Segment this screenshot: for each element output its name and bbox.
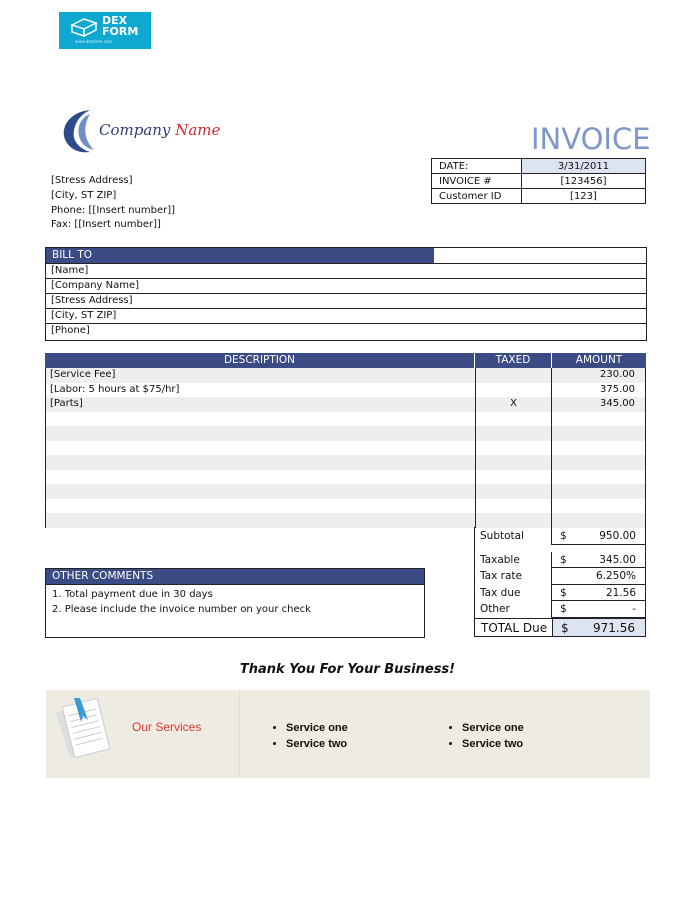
totals-value: 21.56: [605, 587, 636, 599]
item-amount[interactable]: [551, 455, 645, 470]
items-header: [45, 353, 646, 368]
totals-value: 971.56: [593, 621, 635, 635]
totals-label: Tax due: [480, 587, 521, 599]
company-name: Company Name: [99, 121, 221, 139]
totals-row: [474, 527, 646, 545]
totals-label: Taxable: [480, 554, 520, 566]
customer-id-label: Customer ID: [432, 189, 522, 204]
bill-to-header: BILL TO: [46, 248, 434, 263]
item-row: [46, 368, 645, 383]
item-amount[interactable]: 230.00: [551, 368, 645, 383]
comment-line[interactable]: 1. Total payment due in 30 days: [52, 589, 213, 600]
thank-you-message: Thank You For Your Business!: [239, 662, 456, 677]
totals-table: [474, 527, 646, 637]
service-item: • Service one: [462, 720, 524, 736]
items-table: [45, 368, 646, 528]
totals-label: TOTAL Due: [481, 621, 548, 635]
item-row: [46, 412, 645, 427]
item-taxed[interactable]: [475, 412, 551, 427]
document-icon: [54, 692, 114, 768]
item-taxed[interactable]: [475, 484, 551, 499]
totals-value: -: [632, 603, 636, 615]
item-row: [46, 455, 645, 470]
item-description[interactable]: [Labor: 5 hours at $75/hr]: [50, 383, 180, 395]
other-comments-box: [45, 568, 425, 638]
item-row: [46, 397, 645, 412]
taxed-header: TAXED: [474, 353, 551, 368]
item-amount[interactable]: [551, 441, 645, 456]
totals-row: [474, 585, 646, 601]
item-taxed[interactable]: [475, 513, 551, 528]
customer-id-value[interactable]: [123]: [522, 189, 646, 204]
item-taxed[interactable]: [475, 441, 551, 456]
bill-to-box: [45, 247, 647, 341]
company-phone: Phone: [[Insert number]]: [51, 205, 176, 216]
currency-symbol: $: [560, 554, 567, 566]
currency-symbol: $: [560, 603, 567, 615]
item-row: [46, 426, 645, 441]
item-taxed[interactable]: [475, 426, 551, 441]
invoice-title: INVOICE: [531, 122, 651, 156]
currency-symbol: $: [560, 530, 567, 542]
company-logo-icon: [60, 108, 100, 154]
item-taxed[interactable]: X: [475, 397, 551, 412]
description-header: DESCRIPTION: [223, 354, 296, 366]
our-services-title: Our Services: [132, 720, 202, 734]
date-value[interactable]: 3/31/2011: [522, 159, 646, 174]
dexform-logo: DEX FORM www.dexform.com: [59, 12, 151, 49]
item-amount[interactable]: [551, 484, 645, 499]
item-amount[interactable]: [551, 470, 645, 485]
company-fax: Fax: [[Insert number]]: [51, 219, 161, 230]
comment-line[interactable]: 2. Please include the invoice number on your check: [52, 604, 311, 615]
item-taxed[interactable]: [475, 368, 551, 383]
item-row: [46, 383, 645, 398]
bill-to-name[interactable]: [Name]: [46, 263, 646, 278]
item-taxed[interactable]: [475, 383, 551, 398]
services-list-2: [444, 720, 524, 752]
company-city: [City, ST ZIP]: [51, 190, 117, 201]
currency-symbol: $: [561, 621, 569, 635]
item-amount[interactable]: [551, 412, 645, 427]
item-row: [46, 513, 645, 528]
item-amount[interactable]: [551, 513, 645, 528]
totals-row: [474, 552, 646, 568]
item-row: [46, 441, 645, 456]
totals-label: Subtotal: [480, 530, 524, 542]
item-taxed[interactable]: [475, 455, 551, 470]
item-description[interactable]: [Parts]: [50, 398, 83, 409]
bill-to-phone[interactable]: [Phone]: [46, 323, 646, 338]
item-description[interactable]: [Service Fee]: [50, 369, 116, 380]
totals-row: [474, 601, 646, 618]
amount-header: AMOUNT: [551, 353, 646, 368]
service-item: • Service one: [286, 720, 348, 736]
company-address: [Stress Address]: [51, 175, 133, 186]
item-row: [46, 484, 645, 499]
services-list-1: [268, 720, 348, 752]
totals-label: Tax rate: [480, 570, 522, 582]
totals-row: [474, 568, 646, 585]
totals-value: 345.00: [599, 554, 636, 566]
date-label: DATE:: [432, 159, 522, 174]
services-band: [46, 690, 650, 778]
item-amount[interactable]: 345.00: [551, 397, 645, 412]
invoice-number-value[interactable]: [123456]: [522, 174, 646, 189]
item-row: [46, 470, 645, 485]
service-item: • Service two: [286, 736, 348, 752]
currency-symbol: $: [560, 587, 567, 599]
box-icon: [69, 17, 99, 37]
service-item: • Service two: [462, 736, 524, 752]
invoice-info-table: [431, 158, 646, 204]
item-taxed[interactable]: [475, 499, 551, 514]
totals-row: [474, 618, 646, 637]
item-amount[interactable]: [551, 426, 645, 441]
totals-label: Other: [480, 603, 510, 615]
item-row: [46, 499, 645, 514]
bill-to-city[interactable]: [City, ST ZIP]: [46, 308, 646, 323]
totals-value: 950.00: [599, 530, 636, 542]
bill-to-address[interactable]: [Stress Address]: [46, 293, 646, 308]
item-amount[interactable]: [551, 499, 645, 514]
invoice-number-label: INVOICE #: [432, 174, 522, 189]
item-amount[interactable]: 375.00: [551, 383, 645, 398]
totals-value: 6.250%: [595, 570, 636, 582]
other-comments-header: OTHER COMMENTS: [46, 569, 424, 585]
item-taxed[interactable]: [475, 470, 551, 485]
bill-to-company[interactable]: [Company Name]: [46, 278, 646, 293]
